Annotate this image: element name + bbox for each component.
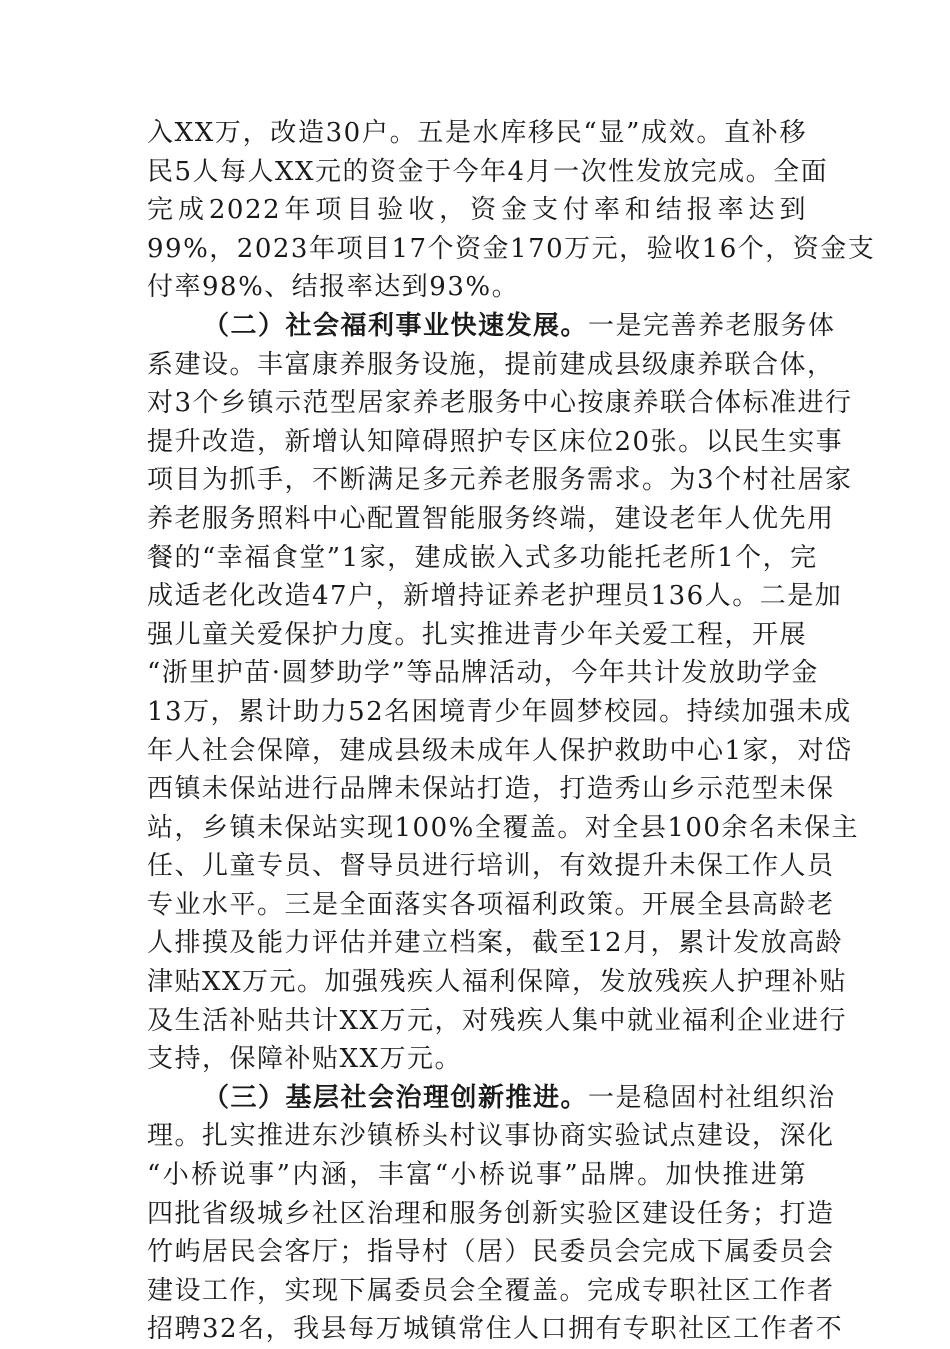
text-line: 专业水平。三是全面落实各项福利政策。开展全县高龄老	[147, 889, 835, 920]
text-fragment: 一是稳固村社组织治	[588, 1082, 836, 1113]
text-line: 入XX万，改造30户。五是水库移民“显”成效。直补移	[147, 118, 807, 148]
text-line: 建设工作，实现下属委员会全覆盖。完成专职社区工作者	[147, 1275, 835, 1306]
text-line: 13万，累计助力52名困境青少年圆梦校园。持续加强未成	[147, 696, 852, 727]
document-body	[147, 114, 876, 1349]
paragraph-water-reservoir	[147, 114, 876, 307]
text-line: “小桥说事”内涵，丰富“小桥说事”品牌。加快推进第	[147, 1160, 807, 1191]
text-line: 项目为抓手，不断满足多元养老服务需求。为3个村社居家	[147, 465, 853, 496]
text-line: 任、儿童专员、督导员进行培训，有效提升未保工作人员	[147, 851, 835, 882]
section-heading: （二）社会福利事业快速发展。	[203, 310, 589, 341]
text-line: 对3个乡镇示范型居家养老服务中心按康养联合体标准进行	[147, 388, 853, 419]
text-line: 养老服务照料中心配置智能服务终端，建设老年人优先用	[147, 503, 835, 534]
text-line: 西镇未保站进行品牌未保站打造，打造秀山乡示范型未保	[147, 774, 835, 805]
section-heading: （三）基层社会治理创新推进。	[203, 1082, 589, 1113]
text-line: 餐的“幸福食堂”1家，建成嵌入式多功能托老所1个，完	[147, 542, 818, 573]
paragraph-social-welfare	[147, 307, 859, 1079]
text-line: 成适老化改造47户，新增持证养老护理员136人。二是加	[147, 581, 843, 612]
text-line: 年人社会保障，建成县级未成年人保护救助中心1家，对岱	[147, 735, 853, 766]
text-line: 系建设。丰富康养服务设施，提前建成县级康养联合体，	[147, 349, 835, 380]
text-line: 及生活补贴共计XX万元，对残疾人集中就业福利企业进行	[147, 1005, 848, 1036]
text-line: 招聘32名，我县每万城镇常住人口拥有专职社区工作者不	[147, 1314, 844, 1345]
text-line: 支持，保障补贴XX万元。	[147, 1044, 463, 1075]
text-line: 津贴XX万元。加强残疾人福利保障，发放残疾人护理补贴	[147, 967, 848, 998]
text-line: 四批省级城乡社区治理和服务创新实验区建设任务；打造	[147, 1198, 835, 1229]
paragraph-grassroots-governance	[147, 1079, 844, 1349]
text-line: 99%，2023年项目17个资金170万元，验收16个，资金支	[147, 233, 876, 264]
text-line: 站，乡镇未保站实现100%全覆盖。对全县100余名未保主	[147, 812, 859, 843]
text-line: 强儿童关爱保护力度。扎实推进青少年关爱工程，开展	[147, 619, 808, 650]
text-line: “浙里护苗·圆梦助学”等品牌活动，今年共计发放助学金	[147, 658, 819, 689]
paragraph-first-line	[147, 307, 836, 346]
text-line: 民5人每人XX元的资金于今年4月一次性发放完成。全面	[147, 156, 829, 187]
paragraph-first-line	[147, 1079, 836, 1118]
text-line: 理。扎实推进东沙镇桥头村议事协商实验试点建设，深化	[147, 1121, 835, 1152]
text-line: 付率98%、结报率达到93%。	[147, 272, 520, 303]
text-line: 人排摸及能力评估并建立档案，截至12月，累计发放高龄	[147, 928, 844, 959]
text-line: 完成2022年项目验收，资金支付率和结报率达到	[147, 195, 807, 226]
text-fragment: 一是完善养老服务体	[588, 310, 836, 341]
text-line: 提升改造，新增认知障碍照护专区床位20张。以民生实事	[147, 426, 844, 457]
text-line: 竹屿居民会客厅；指导村（居）民委员会完成下属委员会	[147, 1237, 835, 1268]
